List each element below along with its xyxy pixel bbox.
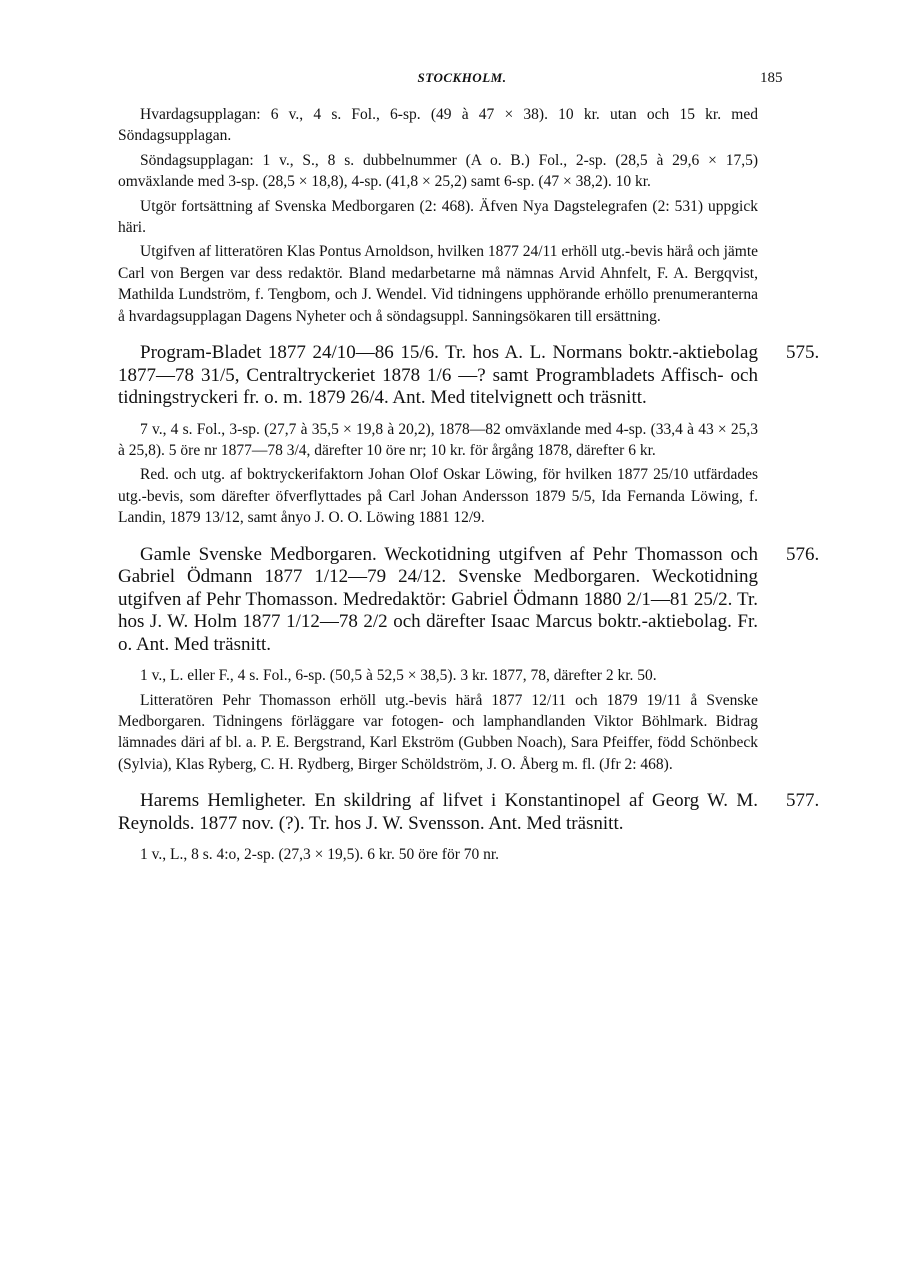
entry-576: [118, 543, 820, 776]
page-header: [0, 70, 924, 92]
entry-format: 1 v., L., 8 s. 4:o, 2-sp. (27,3 × 19,5). 6 kr. 50 öre för 70 nr.: [140, 846, 500, 864]
entry-number: 575.: [786, 342, 820, 364]
entry-format: 7 v., 4 s. Fol., 3-sp. (27,7 à 35,5 × 19,8 à 20,2), 1878—82 omväxlande med 4-sp. (33,4 à 43 × 25,3 à 25,8). 5 öre nr 1877—78 3/4, därefter 10 öre nr; 10 kr. för årgång 1878, därefter 6 kr.: [118, 420, 758, 459]
text-column: [118, 104, 820, 866]
entry-number: 577.: [786, 790, 820, 812]
entry-heading: Gamle Svenske Medborgaren. Weckotidning utgifven af Pehr Thomasson och Gabriel Ödmann 1877 1/12—79 24/12. Svenske Medborgaren. Weckotidning utgifven af Pehr Thomasson. Medredaktör: Gabriel Ödmann 1880 2/1—81 25/2. Tr. hos J. W. Holm 1877 1/12—78 2/2 och därefter Isaac Marcus boktr.-aktiebolag. Fr. o. Ant. Med träsnitt.: [118, 543, 758, 655]
paragraph-continuation-note: Utgör fortsättning af Svenska Medborgaren (2: 468). Äfven Nya Dagstelegrafen (2: 531) uppgick häri.: [118, 197, 758, 237]
paragraph-weekday-edition: Hvardagsupplagan: 6 v., 4 s. Fol., 6-sp. (49 à 47 × 38). 10 kr. utan och 15 kr. med Söndagsupplagan.: [118, 106, 758, 145]
page-number: 185: [760, 70, 783, 86]
entry-575: [118, 342, 820, 529]
entry-editor-note: Red. och utg. af boktryckerifaktorn Johan Olof Oskar Löwing, för hvilken 1877 25/10 utfärdades utg.-bevis, som därefter öfverflyttades på Carl Johan Andersson 1879 5/5, Ida Fernanda Löwing, f. Landin, 1879 13/12, samt ånyo J. O. O. Löwing 1881 12/9.: [118, 466, 758, 527]
running-title: STOCKHOLM.: [417, 70, 507, 85]
entry-editor-note: Litteratören Pehr Thomasson erhöll utg.-bevis härå 1877 12/11 och 1879 19/11 å Svenske Medborgaren. Tidningens förläggare var fotogen- och lamphandlanden Viktor Böhlmark. Bidrag lämnades däri af bl. a. P. E. Bergstrand, Karl Ekström (Gubben Noach), Sara Pfeiffer, född Schönbeck (Sylvia), Klas Ryberg, C. H. Rydberg, Birger Schöldström, J. O. Åberg m. fl. (Jfr 2: 468).: [118, 691, 758, 773]
entry-format: 1 v., L. eller F., 4 s. Fol., 6-sp. (50,5 à 52,5 × 38,5). 3 kr. 1877, 78, därefter 2 kr. 50.: [140, 667, 657, 685]
entry-577: [118, 790, 820, 865]
paragraph-publisher-note: Utgifven af litteratören Klas Pontus Arnoldson, hvilken 1877 24/11 erhöll utg.-bevis härå och jämte Carl von Bergen var dess redaktör. Bland medarbetarne må nämnas Arvid Ahnfelt, F. A. Bergqvist, Mathilda Lundström, f. Tengbom, och J. Wendel. Vid tidningens upphörande erhöllo prenumeranterna å hvardagsupplagan Dagens Nyheter och å söndagsuppl. Sanningsökaren till ersättning.: [118, 243, 759, 325]
entry-heading: Harems Hemligheter. En skildring af lifvet i Konstantinopel af Georg W. M. Reynolds. 1877 nov. (?). Tr. hos J. W. Svensson. Ant. Med träsnitt.: [118, 790, 758, 834]
entry-heading: Program-Bladet 1877 24/10—86 15/6. Tr. hos A. L. Normans boktr.-aktiebolag 1877—78 31/5, Centraltryckeriet 1878 1/6 —? samt Programbladets Affisch- och tidningstryckeri fr. o. m. 1879 26/4. Ant. Med titelvignett och träsnitt.: [118, 342, 758, 409]
paragraph-sunday-edition: Söndagsupplagan: 1 v., S., 8 s. dubbelnummer (A o. B.) Fol., 2-sp. (28,5 à 29,6 × 17,5) omväxlande med 3-sp. (28,5 × 18,8), 4-sp. (41,8 × 25,2) samt 6-sp. (47 × 38,2). 10 kr.: [118, 151, 758, 191]
entry-number: 576.: [786, 543, 820, 565]
